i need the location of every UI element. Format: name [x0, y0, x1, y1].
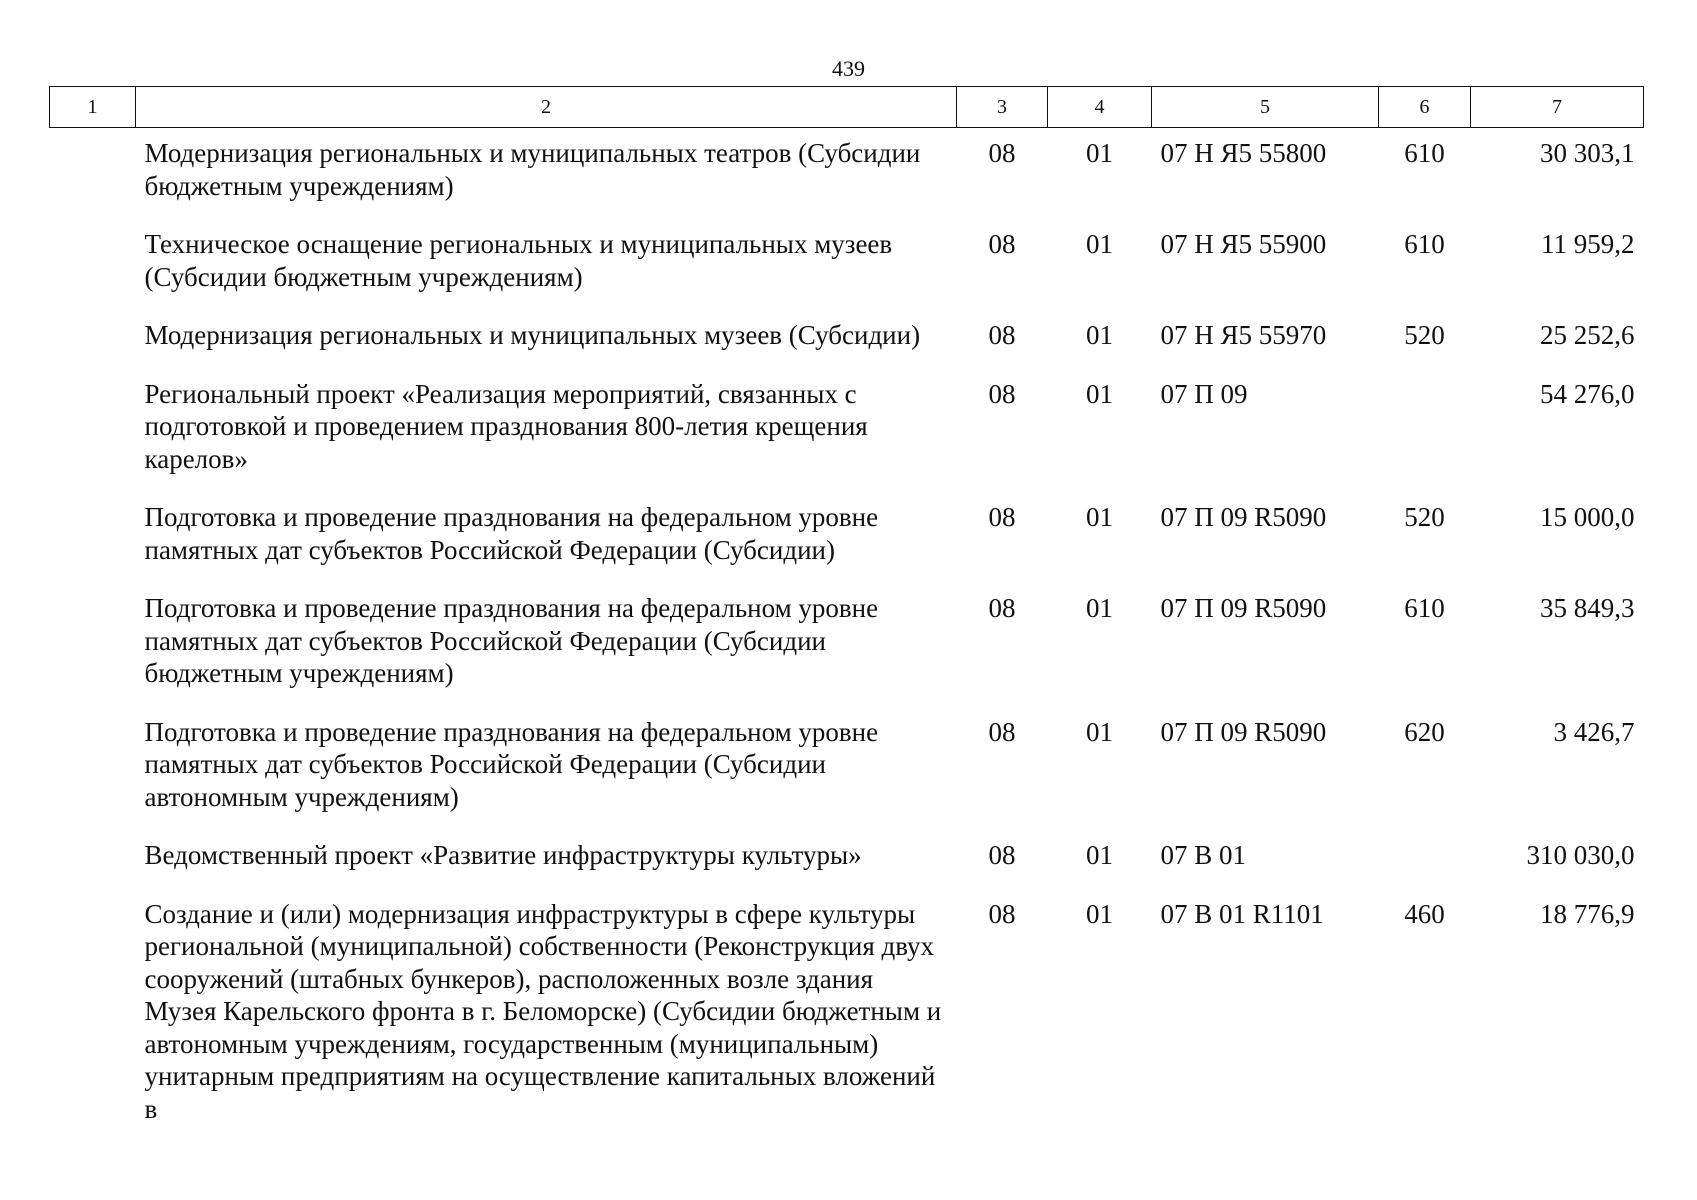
page-number: 439 [832, 56, 865, 81]
expense-name: Подготовка и проведение празднования на федеральном уровне памятных дат субъектов Российской Федерации (Субсидии автономным учреждениям) [144, 716, 879, 812]
amount: 25 252,6 [1540, 320, 1635, 350]
column-header: 4 [1048, 87, 1152, 128]
subsection-code: 01 [1086, 593, 1113, 623]
section-code: 08 [988, 502, 1016, 532]
expense-kind: 620 [1404, 716, 1445, 747]
expense-kind: 610 [1404, 593, 1445, 623]
table-row [50, 889, 1644, 1143]
column-header: 6 [1379, 87, 1471, 128]
expense-name: Региональный проект «Реализация мероприятий, связанных с подготовкой и проведением празднования 800-летия крещения карелов» [144, 378, 868, 474]
table-header [50, 87, 1644, 128]
section-code: 08 [988, 378, 1016, 409]
subsection-code: 01 [1086, 229, 1113, 259]
target-article: 07 Н Я5 55900 [1160, 229, 1327, 259]
subsection-code: 01 [1086, 378, 1113, 409]
table-body [50, 128, 1644, 1143]
table-row [50, 128, 1644, 220]
expense-name: Подготовка и проведение празднования на федеральном уровне памятных дат субъектов Российской Федерации (Субсидии бюджетным учреждениям) [144, 593, 879, 688]
expense-kind: 460 [1404, 898, 1445, 929]
column-header: 1 [50, 87, 136, 128]
target-article: 07 Н Я5 55970 [1160, 320, 1327, 350]
expense-kind [1379, 830, 1471, 889]
table-row [50, 583, 1644, 707]
expense-name: Подготовка и проведение празднования на федеральном уровне памятных дат субъектов Российской Федерации (Субсидии) [144, 502, 879, 565]
section-code: 08 [988, 593, 1016, 623]
target-article: 07 П 09 R5090 [1160, 593, 1327, 623]
target-article: 07 В 01 R1101 [1160, 898, 1324, 929]
section-code: 08 [988, 138, 1016, 168]
expense-kind [1379, 369, 1471, 493]
amount: 30 303,1 [1540, 138, 1635, 168]
column-header: 5 [1152, 87, 1379, 128]
budget-table [49, 86, 1644, 1142]
target-article: 07 П 09 R5090 [1160, 716, 1327, 747]
subsection-code: 01 [1086, 138, 1113, 168]
expense-name: Модернизация региональных и муниципальных музеев (Субсидии) [144, 320, 921, 350]
amount: 18 776,9 [1540, 898, 1635, 929]
section-code: 08 [988, 840, 1016, 870]
subsection-code: 01 [1086, 320, 1113, 350]
table-row [50, 830, 1644, 889]
column-header: 2 [136, 87, 957, 128]
table-row [50, 492, 1644, 583]
expense-kind: 520 [1404, 502, 1445, 532]
expense-kind: 520 [1404, 320, 1445, 350]
amount: 3 426,7 [1553, 716, 1635, 747]
section-code: 08 [988, 320, 1016, 350]
subsection-code: 01 [1086, 502, 1113, 532]
target-article: 07 В 01 [1160, 840, 1247, 870]
column-header: 3 [957, 87, 1048, 128]
target-article: 07 П 09 [1160, 378, 1248, 409]
expense-name: Модернизация региональных и муниципальных театров (Субсидии бюджетным учреждениям) [144, 138, 921, 201]
table-row [50, 707, 1644, 831]
target-article: 07 П 09 R5090 [1160, 502, 1327, 532]
expense-kind: 610 [1404, 229, 1445, 259]
table-row [50, 369, 1644, 493]
expense-name: Техническое оснащение региональных и муниципальных музеев (Субсидии бюджетным учреждениям) [144, 229, 893, 292]
subsection-code: 01 [1086, 898, 1113, 929]
amount: 54 276,0 [1540, 378, 1635, 409]
expense-name: Создание и (или) модернизация инфраструктуры в сфере культуры региональной (муниципальной) собственности (Реконструкция двух сооружений (штабных бункеров), расположенных возле здания Музея Карельского фронта в г. Беломорске) (Субсидии бюджетным и автономным учреждениям, государственным (муниципальным) унитарным предприятиям на осуществление капитальных вложений в [144, 898, 942, 1124]
section-code: 08 [988, 716, 1016, 747]
column-header: 7 [1471, 87, 1644, 128]
section-code: 08 [988, 229, 1016, 259]
section-code: 08 [988, 898, 1016, 929]
expense-kind: 610 [1404, 138, 1445, 168]
table-row [50, 310, 1644, 369]
table-row [50, 219, 1644, 310]
subsection-code: 01 [1086, 716, 1113, 747]
expense-name: Ведомственный проект «Развитие инфраструктуры культуры» [144, 840, 862, 870]
amount: 35 849,3 [1540, 593, 1635, 623]
amount: 15 000,0 [1540, 502, 1635, 532]
target-article: 07 Н Я5 55800 [1160, 138, 1327, 168]
amount: 310 030,0 [1526, 840, 1635, 870]
amount: 11 959,2 [1541, 229, 1635, 259]
subsection-code: 01 [1086, 840, 1113, 870]
